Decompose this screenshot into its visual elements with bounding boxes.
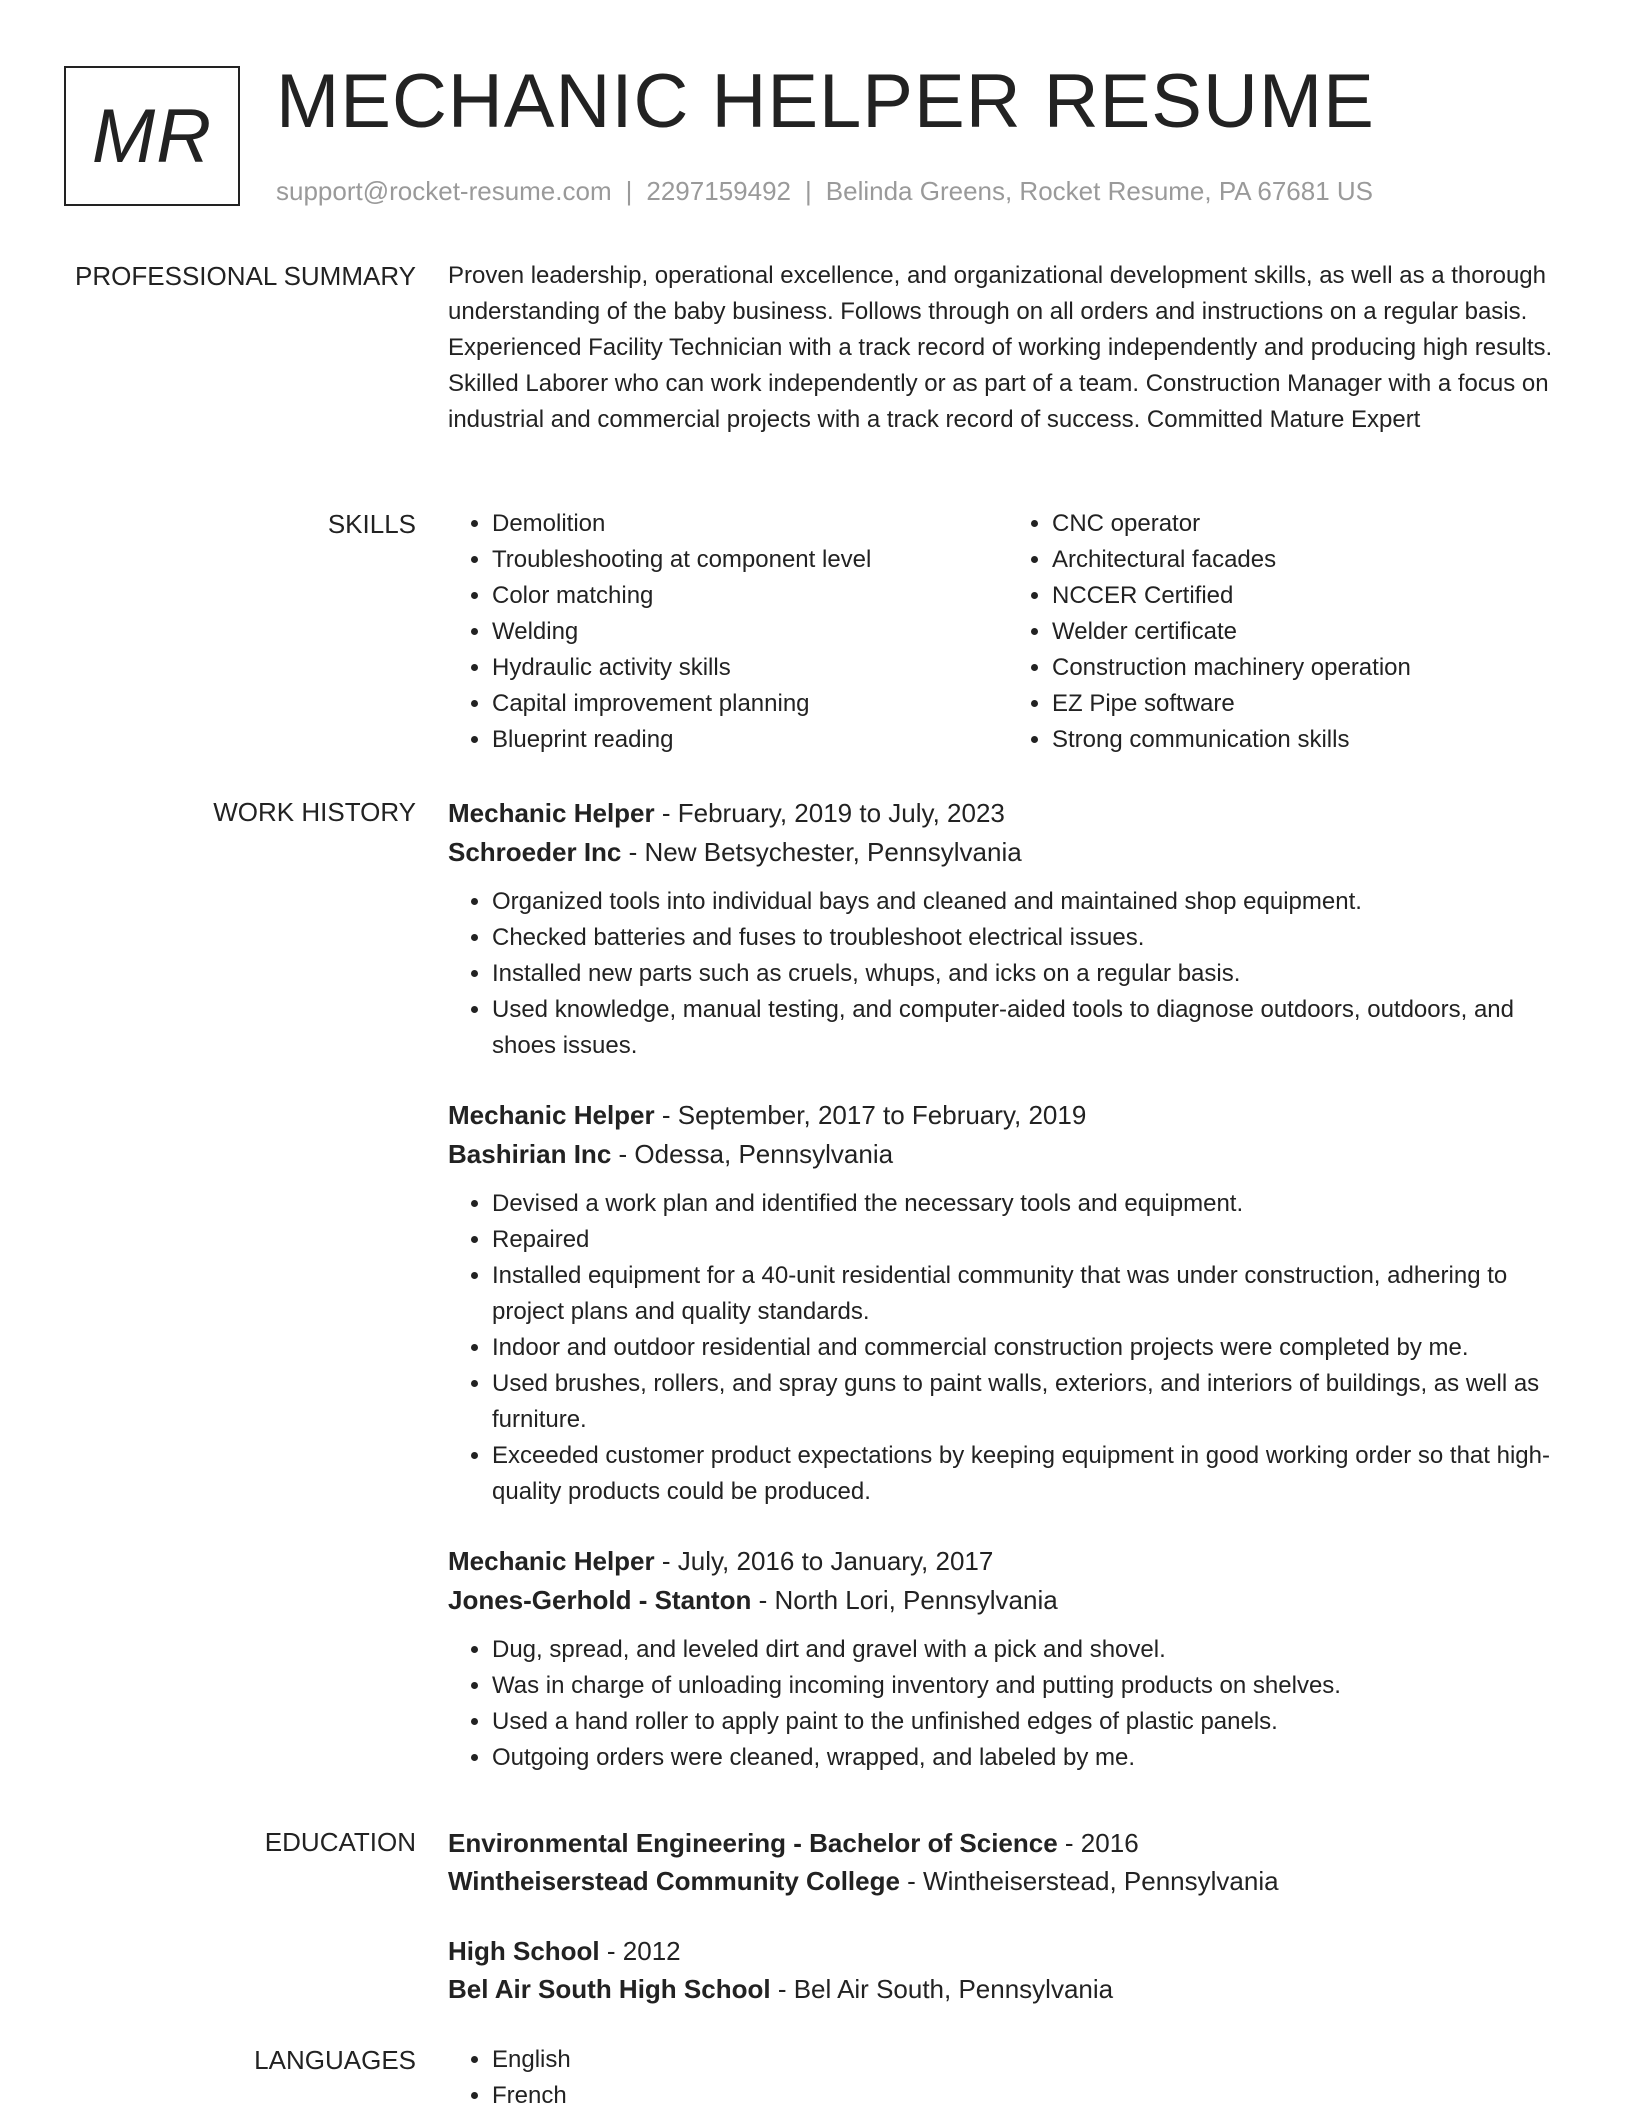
skills-list-left	[448, 506, 1008, 758]
job-bullet: • Was in charge of unloading incoming inventory and putting products on shelves.	[492, 1668, 1568, 1704]
job-company-line	[448, 832, 1568, 872]
education-school-line	[448, 1862, 1568, 1900]
job-bullets	[448, 1632, 1568, 1776]
job-entry	[448, 794, 1568, 1064]
languages-section	[448, 2042, 1568, 2114]
education-location: - Bel Air South, Pennsylvania	[770, 1974, 1114, 2004]
education-degree: Environmental Engineering - Bachelor of Science	[448, 1828, 1058, 1858]
job-bullet: • Devised a work plan and identified the necessary tools and equipment.	[492, 1186, 1568, 1222]
education-location: - Wintheiserstead, Pennsylvania	[899, 1866, 1279, 1896]
skill-item: • Demolition	[492, 506, 1008, 542]
job-title-line	[448, 794, 1568, 832]
job-bullets	[448, 1186, 1568, 1510]
job-bullet: • Dug, spread, and leveled dirt and gravel with a pick and shovel.	[492, 1632, 1568, 1668]
job-bullet: • Checked batteries and fuses to troubleshoot electrical issues.	[492, 920, 1568, 956]
education-school: Wintheiserstead Community College	[448, 1866, 900, 1896]
job-bullet: • Used knowledge, manual testing, and computer-aided tools to diagnose outdoors, outdoors, and shoes issues.	[492, 992, 1568, 1064]
job-company: Jones-Gerhold - Stanton	[448, 1585, 752, 1615]
contact-line	[276, 176, 1373, 207]
work-section	[448, 794, 1568, 1808]
skill-item: • Architectural facades	[1052, 542, 1568, 578]
education-school-line	[448, 1970, 1568, 2008]
skill-item: • Hydraulic activity skills	[492, 650, 1008, 686]
skill-item: • Troubleshooting at component level	[492, 542, 1008, 578]
skill-item: • CNC operator	[1052, 506, 1568, 542]
education-degree-line	[448, 1932, 1568, 1970]
skill-item: • NCCER Certified	[1052, 578, 1568, 614]
job-company: Bashirian Inc	[448, 1139, 612, 1169]
job-bullets	[448, 884, 1568, 1064]
section-label-work: WORK HISTORY	[213, 797, 416, 827]
skill-item: • Strong communication skills	[1052, 722, 1568, 758]
summary-text: Proven leadership, operational excellence, and organizational development skills, as well as a thorough understanding of the baby business. Follows through on all orders and instructions on a regular basis. Experienced Facility Technician with a track record of working independently and producing high results. Skilled Laborer who can work independently or as part of a team. Construction Manager with a focus on industrial and commercial projects with a track record of success. Committed Mature Expert	[448, 262, 1553, 433]
section-label-education: EDUCATION	[264, 1827, 416, 1857]
language-item: • English	[492, 2042, 1568, 2078]
contact-address: Belinda Greens, Rocket Resume, PA 67681 US	[825, 176, 1374, 206]
education-year: - 2016	[1057, 1828, 1139, 1858]
job-title-line	[448, 1096, 1568, 1134]
language-item: • French	[492, 2078, 1568, 2114]
job-title-line	[448, 1542, 1568, 1580]
contact-email[interactable]: support@rocket-resume.com	[276, 176, 612, 206]
job-title: Mechanic Helper	[448, 1100, 655, 1130]
skill-item: • Color matching	[492, 578, 1008, 614]
summary-section	[448, 258, 1568, 438]
contact-separator: |	[805, 176, 812, 206]
job-bullet: • Exceeded customer product expectations by keeping equipment in good working order so that high-quality products could be produced.	[492, 1438, 1568, 1510]
job-title: Mechanic Helper	[448, 798, 655, 828]
skill-item: • Capital improvement planning	[492, 686, 1008, 722]
education-degree-line	[448, 1824, 1568, 1862]
job-entry	[448, 1542, 1568, 1776]
education-degree: High School	[448, 1936, 600, 1966]
skill-item: • Construction machinery operation	[1052, 650, 1568, 686]
job-dates: - September, 2017 to February, 2019	[654, 1100, 1087, 1130]
education-entry	[448, 1824, 1568, 1900]
job-dates: - February, 2019 to July, 2023	[654, 798, 1005, 828]
job-title: Mechanic Helper	[448, 1546, 655, 1576]
job-company: Schroeder Inc	[448, 837, 622, 867]
skills-list-right	[1008, 506, 1568, 758]
skill-item: • Welding	[492, 614, 1008, 650]
section-label-summary: PROFESSIONAL SUMMARY	[75, 261, 416, 291]
contact-phone[interactable]: 2297159492	[646, 176, 791, 206]
job-bullet: • Installed equipment for a 40-unit residential community that was under construction, adhering to project plans and quality standards.	[492, 1258, 1568, 1330]
education-entry	[448, 1932, 1568, 2008]
job-bullet: • Repaired	[492, 1222, 1568, 1258]
skill-item: • Blueprint reading	[492, 722, 1008, 758]
education-school: Bel Air South High School	[448, 1974, 771, 2004]
job-location: - Odessa, Pennsylvania	[611, 1139, 894, 1169]
job-company-line	[448, 1580, 1568, 1620]
job-bullet: • Used brushes, rollers, and spray guns to paint walls, exteriors, and interiors of buildings, as well as furniture.	[492, 1366, 1568, 1438]
skills-section	[448, 506, 1568, 758]
skill-item: • Welder certificate	[1052, 614, 1568, 650]
job-company-line	[448, 1134, 1568, 1174]
contact-separator: |	[625, 176, 633, 206]
section-label-skills: SKILLS	[327, 509, 416, 539]
job-location: - New Betsychester, Pennsylvania	[621, 837, 1022, 867]
job-bullet: • Indoor and outdoor residential and commercial construction projects were completed by me.	[492, 1330, 1568, 1366]
job-location: - North Lori, Pennsylvania	[751, 1585, 1058, 1615]
section-label-languages: LANGUAGES	[254, 2045, 416, 2075]
job-dates: - July, 2016 to January, 2017	[654, 1546, 994, 1576]
skill-item: • EZ Pipe software	[1052, 686, 1568, 722]
monogram-initials: MR	[64, 66, 240, 206]
job-bullet: • Organized tools into individual bays and cleaned and maintained shop equipment.	[492, 884, 1568, 920]
job-bullet: • Installed new parts such as cruels, whups, and icks on a regular basis.	[492, 956, 1568, 992]
education-section	[448, 1824, 1568, 2040]
job-entry	[448, 1096, 1568, 1510]
job-bullet: • Outgoing orders were cleaned, wrapped, and labeled by me.	[492, 1740, 1568, 1776]
education-year: - 2012	[599, 1936, 681, 1966]
languages-list	[448, 2042, 1568, 2114]
job-bullet: • Used a hand roller to apply paint to the unfinished edges of plastic panels.	[492, 1704, 1568, 1740]
resume-title: MECHANIC HELPER RESUME	[276, 59, 1375, 144]
